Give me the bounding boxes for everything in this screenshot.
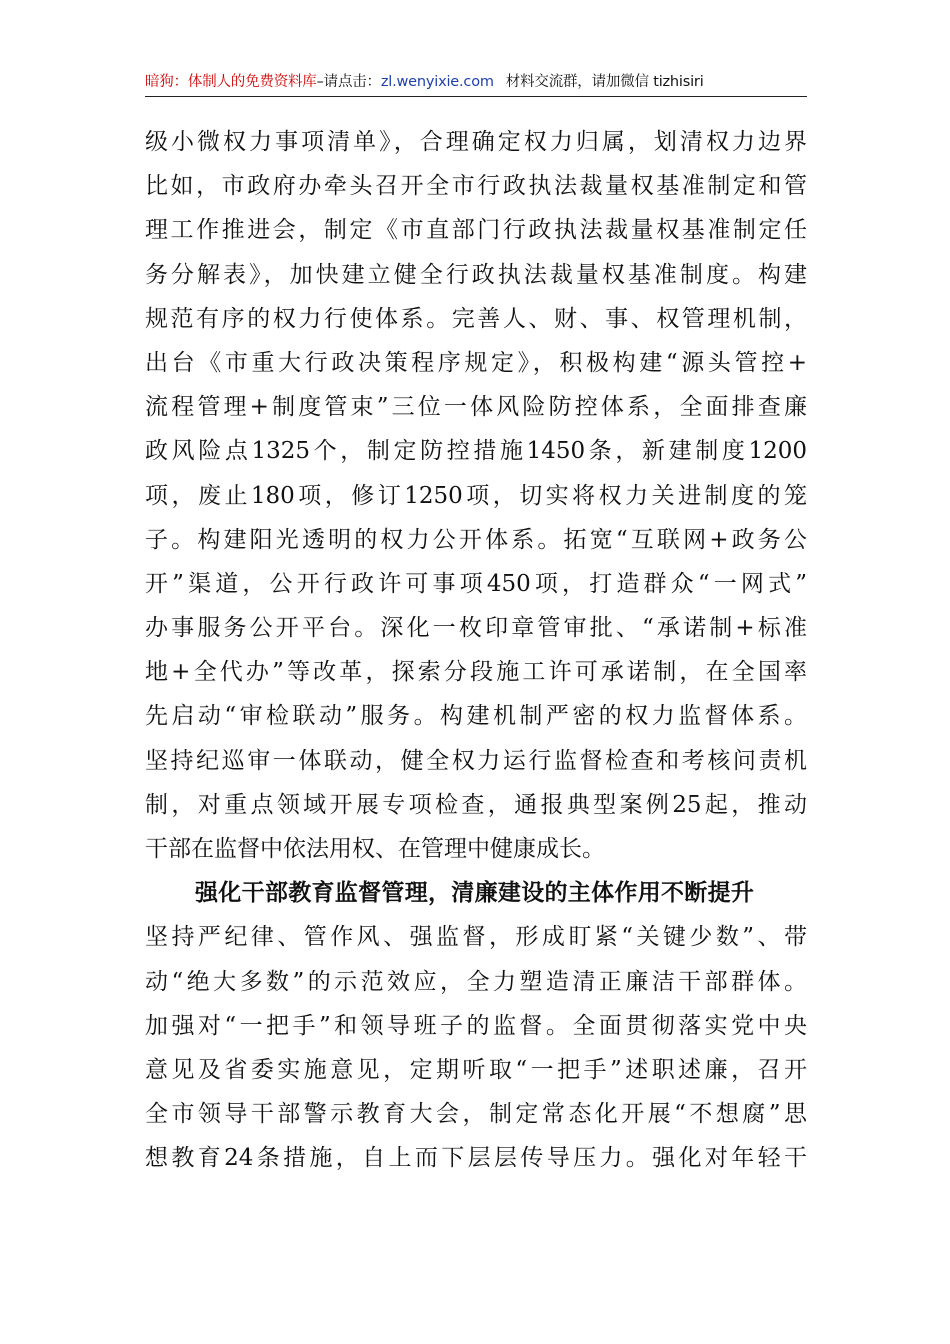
text-line: 干部在监督中依法用权、在管理中健康成长。 <box>145 836 605 862</box>
text-line: 制，对重点领域开展专项检查，通报典型案例25起，推动 <box>145 791 807 818</box>
text-line: 项，废止180项，修订1250项，切实将权力关进制度的笼 <box>145 482 807 509</box>
text-line: 务分解表》，加快建立健全行政执法裁量权基准制度。构建 <box>145 261 807 288</box>
text-line: 坚持严纪律、管作风、强监督，形成盯紧“关键少数”、带 <box>145 924 807 951</box>
document-body <box>145 120 807 1181</box>
text-line: 地+全代办”等改革，探索分段施工许可承诺制，在全国率 <box>145 659 807 686</box>
header-divider <box>145 96 807 97</box>
header-link[interactable]: zl.wenyixie.com <box>380 74 494 90</box>
text-line: 先启动“审检联动”服务。构建机制严密的权力监督体系。 <box>145 703 807 730</box>
text-line: 出台《市重大行政决策程序规定》，积极构建“源头管控+ <box>145 349 807 376</box>
header-prompt: –请点击： <box>316 74 381 90</box>
text-line: 规范有序的权力行使体系。完善人、财、事、权管理机制， <box>145 305 807 332</box>
text-line: 子。构建阳光透明的权力公开体系。拓宽“互联网+政务公 <box>145 526 807 553</box>
text-line: 流程管理+制度管束”三位一体风险防控体系，全面排查廉 <box>145 394 807 421</box>
text-line: 比如，市政府办牵头召开全市行政执法裁量权基准制定和管 <box>145 173 807 200</box>
text-line: 加强对“一把手”和领导班子的监督。全面贯彻落实党中央 <box>145 1012 807 1039</box>
header-brand: 暗狗：体制人的免费资料库 <box>145 74 317 90</box>
text-line: 动“绝大多数”的示范效应，全力塑造清正廉洁干部群体。 <box>145 968 807 995</box>
text-line: 全市领导干部警示教育大会，制定常态化开展“不想腐”思 <box>145 1101 807 1128</box>
section-heading: 强化干部教育监督管理，清廉建设的主体作用不断提升 <box>195 879 755 907</box>
text-line: 政风险点1325个，制定防控措施1450条，新建制度1200 <box>145 438 807 465</box>
text-line: 理工作推进会，制定《市直部门行政执法裁量权基准制定任 <box>145 217 807 244</box>
text-line: 级小微权力事项清单》，合理确定权力归属，划清权力边界 <box>145 129 807 155</box>
text-line: 坚持纪巡审一体联动，健全权力运行监督检查和考核问责机 <box>145 747 807 774</box>
page-header <box>145 68 807 96</box>
text-line: 开”渠道，公开行政许可事项450项，打造群众“一网式” <box>145 570 807 597</box>
text-line: 意见及省委实施意见，定期听取“一把手”述职述廉，召开 <box>145 1056 807 1083</box>
text-line: 想教育24条措施，自上而下层层传导压力。强化对年轻干 <box>145 1145 807 1172</box>
text-line: 办事服务公开平台。深化一枚印章管审批、“承诺制+标准 <box>145 615 807 642</box>
header-group-info: 材料交流群，请加微信 tizhisiri <box>505 74 704 90</box>
